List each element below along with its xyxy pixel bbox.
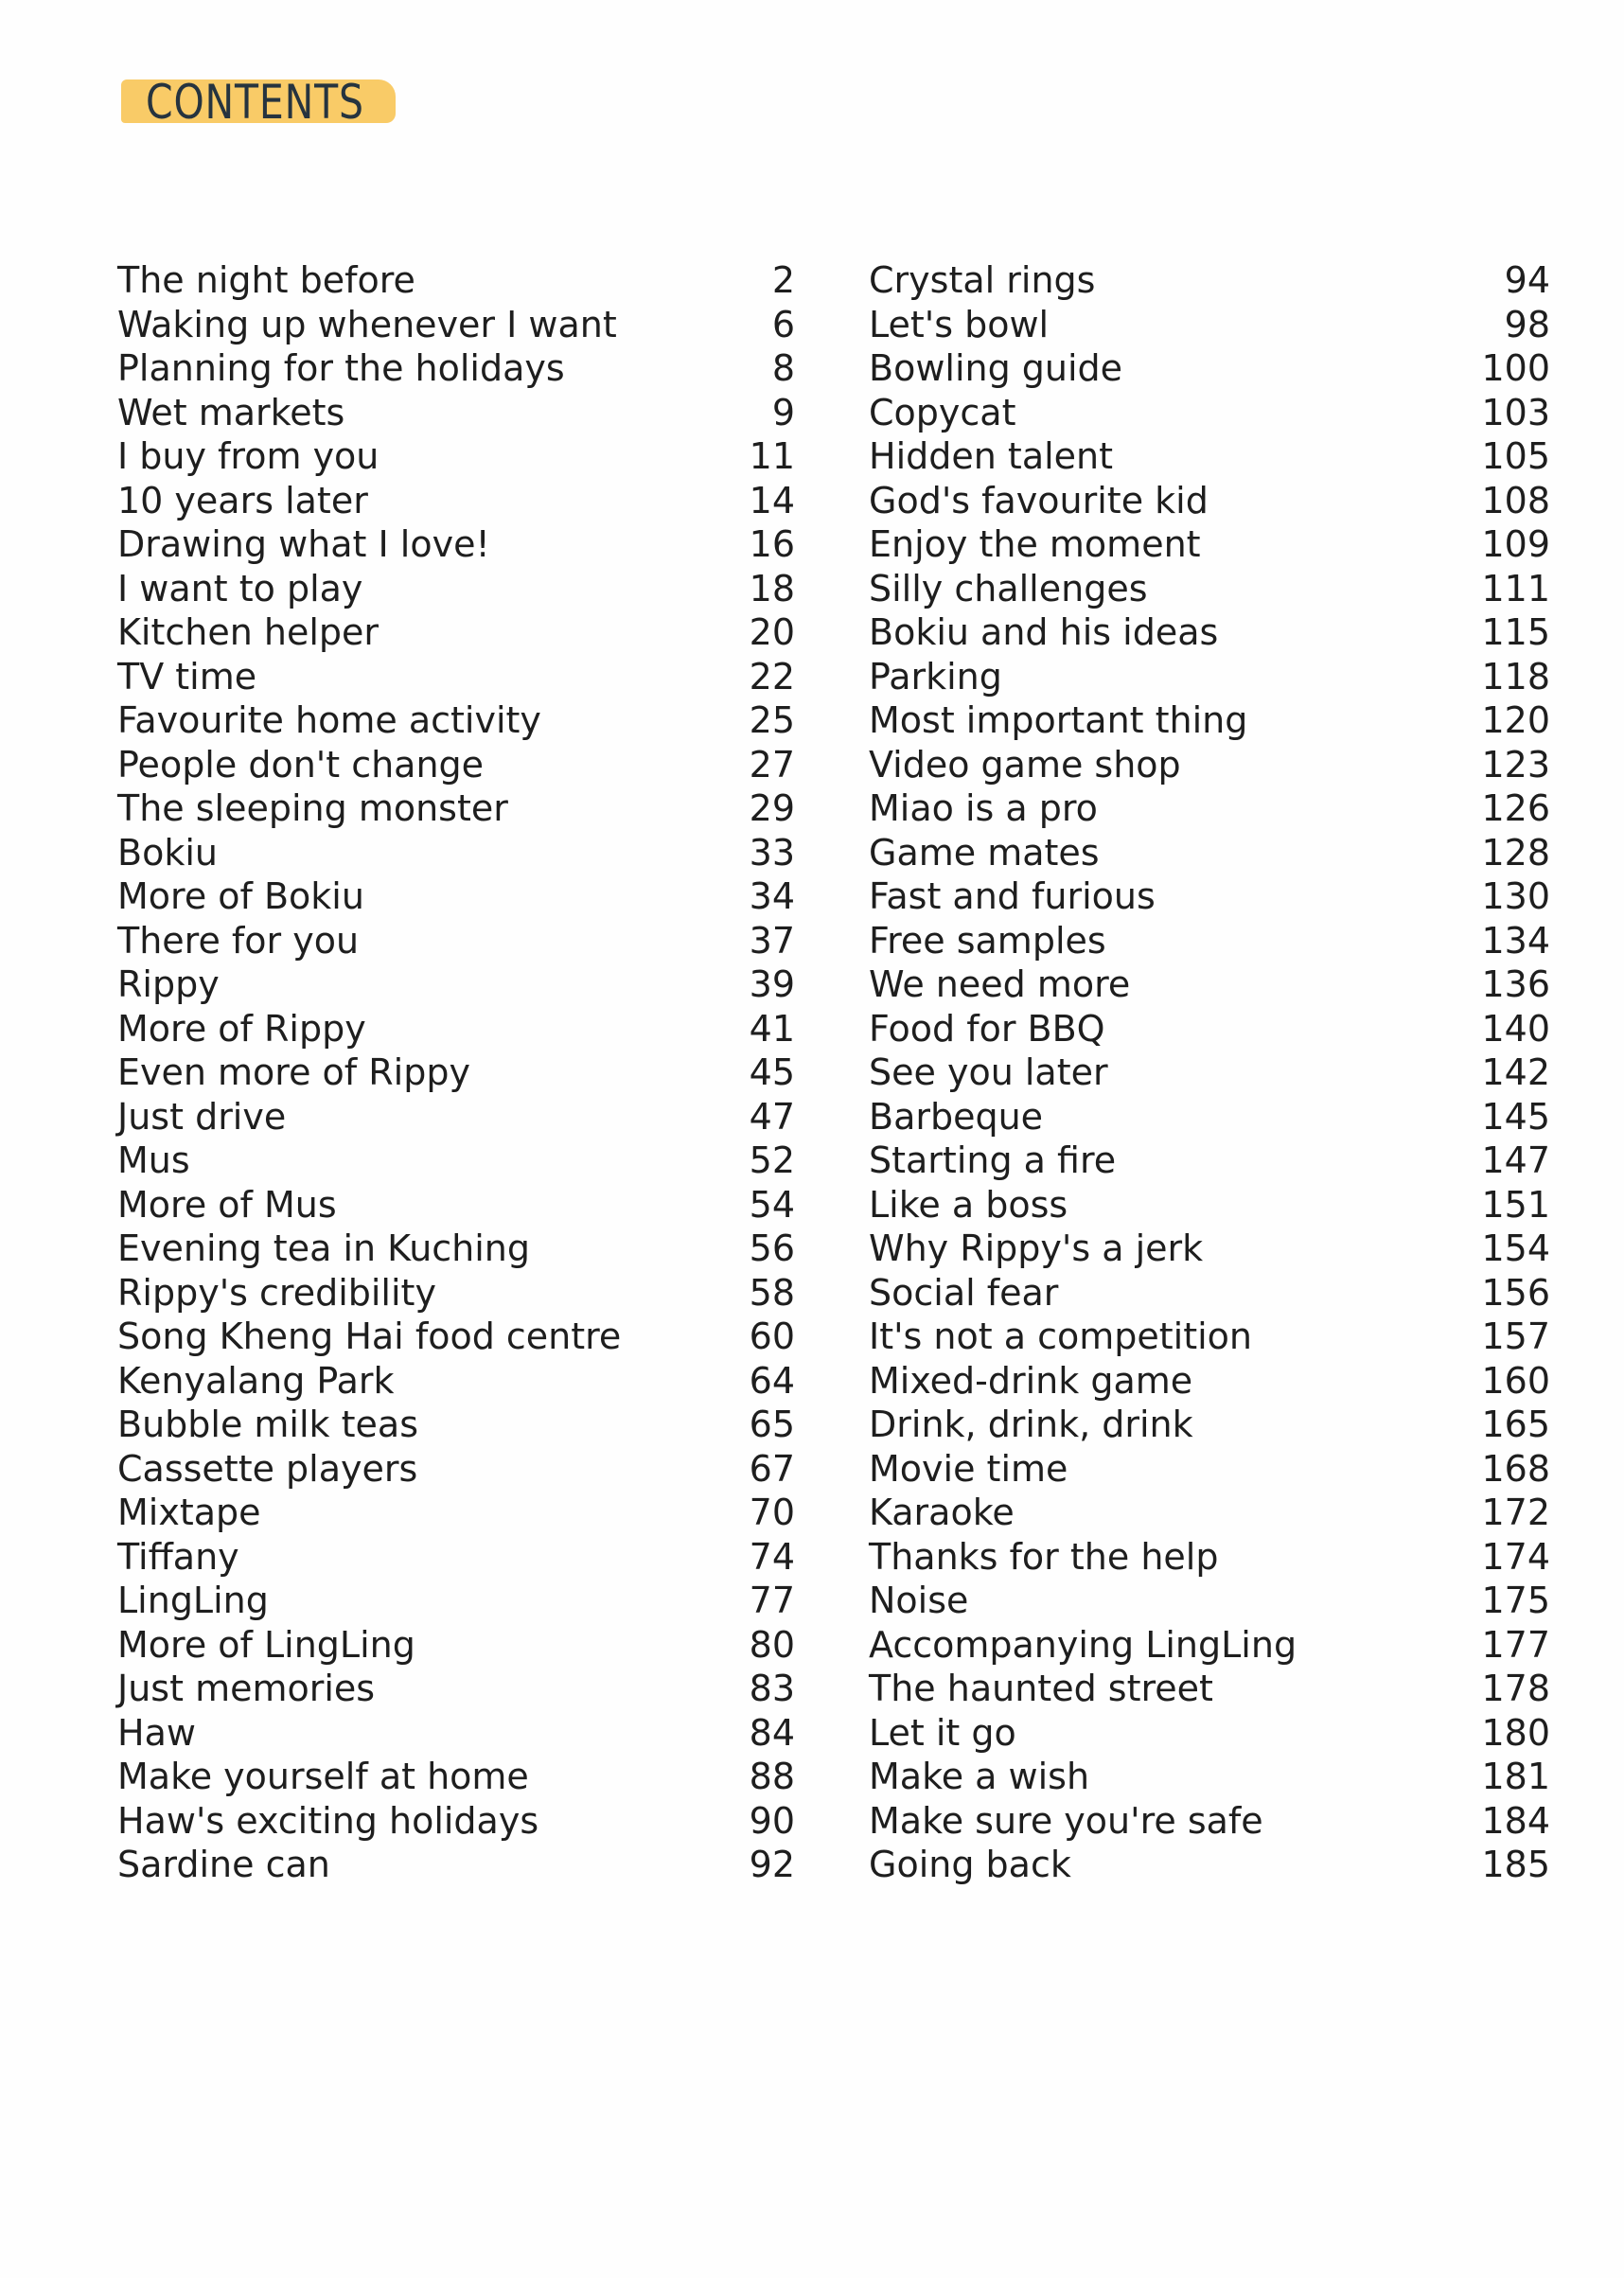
- toc-entry-title: Noise: [869, 1580, 969, 1621]
- toc-entry-title: Drawing what I love!: [117, 523, 490, 565]
- toc-entry: [117, 786, 795, 831]
- toc-entry: [117, 1051, 795, 1095]
- toc-entry: [869, 391, 1550, 435]
- toc-entry-title: Bowling guide: [869, 347, 1123, 389]
- toc-entry-page-number: 84: [749, 1711, 795, 1754]
- toc-entry-page-number: 56: [749, 1227, 795, 1269]
- toc-entry-title: Social fear: [869, 1271, 1059, 1314]
- toc-entry-page-number: 22: [749, 655, 795, 698]
- toc-entry-title: Karaoke: [869, 1492, 1015, 1533]
- toc-entry-title: Like a boss: [869, 1183, 1068, 1226]
- toc-entry-title: It's not a competition: [869, 1316, 1253, 1357]
- toc-entry-page-number: 178: [1481, 1668, 1550, 1709]
- toc-entry: [117, 1095, 795, 1139]
- toc-entry-page-number: 100: [1481, 347, 1550, 389]
- toc-entry: [869, 1007, 1550, 1051]
- toc-entry-page-number: 134: [1481, 919, 1550, 962]
- toc-entry-page-number: 34: [749, 875, 795, 917]
- toc-entry-title: Bokiu: [117, 831, 218, 874]
- toc-entry: [117, 874, 795, 919]
- toc-entry-page-number: 54: [749, 1183, 795, 1226]
- toc-entry-page-number: 60: [749, 1316, 795, 1357]
- toc-entry-page-number: 6: [771, 303, 795, 345]
- toc-entry: [117, 1447, 795, 1492]
- toc-entry: [117, 831, 795, 875]
- toc-entry: [117, 303, 795, 347]
- toc-entry: [117, 479, 795, 523]
- toc-entry-page-number: 67: [749, 1447, 795, 1490]
- toc-entry: [869, 962, 1550, 1007]
- toc-entry-page-number: 47: [749, 1095, 795, 1138]
- toc-entry-title: Just memories: [117, 1668, 376, 1709]
- toc-entry-page-number: 77: [749, 1580, 795, 1621]
- toc-entry: [869, 1447, 1550, 1492]
- toc-entry: [117, 1271, 795, 1316]
- toc-entry-title: Most important thing: [869, 699, 1248, 741]
- toc-entry-title: God's favourite kid: [869, 479, 1209, 521]
- toc-entry-title: Kenyalang Park: [117, 1359, 395, 1402]
- toc-entry-page-number: 88: [749, 1756, 795, 1797]
- toc-entry-page-number: 177: [1481, 1623, 1550, 1666]
- toc-entry-page-number: 174: [1481, 1535, 1550, 1578]
- toc-entry-page-number: 25: [749, 699, 795, 741]
- toc-entry-title: Bubble milk teas: [117, 1404, 418, 1445]
- toc-entry: [869, 831, 1550, 875]
- toc-entry-page-number: 18: [749, 567, 795, 609]
- toc-entry-title: Accompanying LingLing: [869, 1623, 1297, 1666]
- toc-entry-title: Sardine can: [117, 1844, 330, 1885]
- toc-entry-title: Thanks for the help: [869, 1535, 1219, 1578]
- toc-entry-page-number: 140: [1481, 1007, 1550, 1050]
- toc-entry-title: Waking up whenever I want: [117, 303, 617, 345]
- toc-entry-title: Miao is a pro: [869, 787, 1098, 829]
- toc-entry: [869, 567, 1550, 611]
- toc-entry: [869, 698, 1550, 743]
- toc-entry: [869, 1799, 1550, 1844]
- toc-entry-title: See you later: [869, 1051, 1108, 1093]
- toc-entry-page-number: 11: [749, 435, 795, 477]
- toc-entry: [117, 655, 795, 699]
- toc-entry-page-number: 180: [1481, 1711, 1550, 1754]
- toc-entry-page-number: 142: [1481, 1051, 1550, 1093]
- toc-entry-page-number: 14: [749, 479, 795, 521]
- toc-entry-title: Barbeque: [869, 1095, 1044, 1138]
- toc-entry: [117, 1491, 795, 1535]
- toc-entry-page-number: 128: [1481, 831, 1550, 874]
- toc-entry-title: Evening tea in Kuching: [117, 1227, 531, 1269]
- toc-entry: [869, 786, 1550, 831]
- toc-entry-page-number: 9: [771, 391, 795, 433]
- toc-entry-page-number: 8: [771, 347, 795, 389]
- toc-entry-title: Rippy's credibility: [117, 1271, 436, 1314]
- toc-entry-page-number: 130: [1481, 875, 1550, 917]
- toc-entry-title: 10 years later: [117, 479, 368, 521]
- toc-entry: [117, 258, 795, 303]
- toc-entry: [117, 1579, 795, 1623]
- toc-entry-title: Haw: [117, 1711, 196, 1754]
- toc-entry: [117, 743, 795, 787]
- toc-entry: [869, 434, 1550, 479]
- toc-entry: [869, 1227, 1550, 1271]
- toc-entry-page-number: 64: [749, 1359, 795, 1402]
- toc-entry: [117, 1799, 795, 1844]
- toc-entry-page-number: 70: [749, 1492, 795, 1533]
- toc-entry: [869, 1491, 1550, 1535]
- toc-entry-title: There for you: [117, 919, 360, 962]
- toc-entry-page-number: 165: [1481, 1404, 1550, 1445]
- toc-entry-page-number: 126: [1481, 787, 1550, 829]
- toc-entry-title: Starting a fire: [869, 1139, 1117, 1181]
- toc-entry-page-number: 52: [749, 1139, 795, 1181]
- toc-entry-title: We need more: [869, 963, 1131, 1005]
- toc-entry-title: Make a wish: [869, 1756, 1090, 1797]
- toc-entry-title: Fast and furious: [869, 875, 1156, 917]
- toc-entry-title: People don't change: [117, 743, 485, 786]
- toc-entry-page-number: 156: [1481, 1271, 1550, 1314]
- toc-entry: [869, 655, 1550, 699]
- toc-entry-page-number: 123: [1481, 743, 1550, 786]
- toc-entry-title: Make yourself at home: [117, 1756, 529, 1797]
- toc-entry: [117, 1315, 795, 1359]
- toc-entry-title: Free samples: [869, 919, 1106, 962]
- toc-entry-title: Food for BBQ: [869, 1007, 1105, 1050]
- toc-entry-title: Silly challenges: [869, 567, 1148, 609]
- contents-heading: [121, 66, 396, 132]
- toc-entry-title: The night before: [117, 259, 415, 301]
- toc-entry: [117, 1227, 795, 1271]
- toc-entry-page-number: 58: [749, 1271, 795, 1314]
- toc-column-right: [869, 258, 1550, 1887]
- toc-entry-page-number: 2: [771, 259, 795, 301]
- toc-entry: [117, 1667, 795, 1711]
- toc-entry-page-number: 33: [749, 831, 795, 874]
- toc-entry: [869, 1359, 1550, 1404]
- toc-entry: [117, 1711, 795, 1756]
- page-title: CONTENTS: [146, 75, 364, 130]
- toc-entry-page-number: 157: [1481, 1316, 1550, 1357]
- toc-entry: [117, 346, 795, 391]
- toc-entry: [869, 919, 1550, 963]
- toc-entry: [117, 434, 795, 479]
- toc-entry-title: Parking: [869, 655, 1002, 698]
- toc-entry-page-number: 108: [1481, 479, 1550, 521]
- toc-entry-title: Game mates: [869, 831, 1100, 874]
- toc-entry: [869, 1139, 1550, 1183]
- toc-entry-title: Why Rippy's a jerk: [869, 1227, 1204, 1269]
- toc-entry-title: Bokiu and his ideas: [869, 611, 1219, 653]
- toc-entry: [869, 522, 1550, 567]
- toc-entry-title: Song Kheng Hai food centre: [117, 1316, 622, 1357]
- toc-entry: [869, 346, 1550, 391]
- toc-entry-title: Enjoy the moment: [869, 523, 1201, 565]
- toc-entry-page-number: 115: [1481, 611, 1550, 653]
- toc-entry-page-number: 172: [1481, 1492, 1550, 1533]
- toc-entry-page-number: 20: [749, 611, 795, 653]
- toc-entry-page-number: 145: [1481, 1095, 1550, 1138]
- toc-entry-title: I want to play: [117, 567, 363, 609]
- toc-column-left: [117, 258, 795, 1887]
- toc-entry-page-number: 109: [1481, 523, 1550, 565]
- toc-entry: [869, 1315, 1550, 1359]
- toc-entry-title: Rippy: [117, 963, 220, 1005]
- toc-entry-page-number: 27: [749, 743, 795, 786]
- toc-entry: [869, 1579, 1550, 1623]
- toc-entry-title: Crystal rings: [869, 259, 1096, 301]
- toc-entry-page-number: 154: [1481, 1227, 1550, 1269]
- toc-entry-page-number: 103: [1481, 391, 1550, 433]
- toc-entry-page-number: 120: [1481, 699, 1550, 741]
- toc-entry-page-number: 83: [749, 1668, 795, 1709]
- toc-entry-title: Let it go: [869, 1711, 1016, 1754]
- toc-entry: [869, 479, 1550, 523]
- toc-entry-page-number: 147: [1481, 1139, 1550, 1181]
- toc-entry-page-number: 184: [1481, 1799, 1550, 1842]
- toc-entry-title: Copycat: [869, 391, 1016, 433]
- toc-entry-title: Video game shop: [869, 743, 1181, 786]
- toc-entry-title: Mus: [117, 1139, 190, 1181]
- toc-entry: [117, 610, 795, 655]
- toc-entry-page-number: 185: [1481, 1844, 1550, 1885]
- toc-entry-title: Cassette players: [117, 1447, 418, 1490]
- toc-entry-page-number: 39: [749, 963, 795, 1005]
- toc-entry-page-number: 16: [749, 523, 795, 565]
- toc-entry: [117, 1359, 795, 1404]
- toc-entry-title: Even more of Rippy: [117, 1051, 470, 1093]
- toc-entry-title: Just drive: [117, 1095, 287, 1138]
- toc-entry-page-number: 29: [749, 787, 795, 829]
- toc-entry-page-number: 105: [1481, 435, 1550, 477]
- toc-entry-page-number: 98: [1504, 303, 1550, 345]
- toc-entry-page-number: 37: [749, 919, 795, 962]
- toc-entry: [117, 391, 795, 435]
- toc-entry-page-number: 65: [749, 1404, 795, 1445]
- toc-entry: [869, 1623, 1550, 1668]
- toc-entry-page-number: 118: [1481, 655, 1550, 698]
- toc-entry: [869, 1271, 1550, 1316]
- toc-entry: [117, 567, 795, 611]
- toc-entry: [869, 1667, 1550, 1711]
- toc-entry-title: More of Mus: [117, 1183, 337, 1226]
- toc-entry-title: TV time: [117, 655, 257, 698]
- toc-entry: [117, 522, 795, 567]
- toc-entry-title: More of Rippy: [117, 1007, 366, 1050]
- toc-entry: [117, 1535, 795, 1580]
- toc-entry-title: Planning for the holidays: [117, 347, 565, 389]
- toc-entry: [117, 919, 795, 963]
- toc-entry-page-number: 168: [1481, 1447, 1550, 1490]
- toc-entry: [117, 1007, 795, 1051]
- toc-entry-title: I buy from you: [117, 435, 380, 477]
- toc-entry-title: More of Bokiu: [117, 875, 364, 917]
- toc-entry-page-number: 151: [1481, 1183, 1550, 1226]
- toc-entry-page-number: 92: [749, 1844, 795, 1885]
- toc-entry-title: Favourite home activity: [117, 699, 541, 741]
- toc-entry-page-number: 136: [1481, 963, 1550, 1005]
- toc-entry-title: Mixed-drink game: [869, 1359, 1193, 1402]
- toc-entry-title: Movie time: [869, 1447, 1068, 1490]
- toc-entry: [869, 1403, 1550, 1447]
- toc-entry: [869, 1051, 1550, 1095]
- toc-entry-page-number: 160: [1481, 1359, 1550, 1402]
- toc-entry: [117, 1843, 795, 1887]
- toc-entry: [117, 1755, 795, 1799]
- toc-entry: [869, 258, 1550, 303]
- toc-entry: [869, 1095, 1550, 1139]
- toc-entry-page-number: 90: [749, 1799, 795, 1842]
- toc-entry-page-number: 94: [1504, 259, 1550, 301]
- toc-entry-title: Kitchen helper: [117, 611, 380, 653]
- toc-entry-page-number: 175: [1481, 1580, 1550, 1621]
- toc-entry-title: Hidden talent: [869, 435, 1114, 477]
- toc-entry: [117, 1623, 795, 1668]
- toc-entry-page-number: 181: [1481, 1756, 1550, 1797]
- toc-entry-title: Tiffany: [117, 1535, 239, 1578]
- toc-entry-page-number: 111: [1481, 567, 1550, 609]
- toc-entry-page-number: 45: [749, 1051, 795, 1093]
- toc-entry: [117, 698, 795, 743]
- toc-entry-title: Wet markets: [117, 391, 345, 433]
- toc-entry-title: Mixtape: [117, 1492, 261, 1533]
- toc-entry-title: More of LingLing: [117, 1623, 415, 1666]
- toc-entry-title: The sleeping monster: [117, 787, 508, 829]
- toc-entry: [869, 610, 1550, 655]
- toc-entry-title: LingLing: [117, 1580, 269, 1621]
- toc-entry-title: Drink, drink, drink: [869, 1404, 1193, 1445]
- toc-entry: [869, 1843, 1550, 1887]
- toc-entry: [869, 743, 1550, 787]
- toc-entry-title: Let's bowl: [869, 303, 1050, 345]
- toc-entry-title: Going back: [869, 1844, 1071, 1885]
- toc-entry: [869, 1183, 1550, 1227]
- toc-entry: [869, 1755, 1550, 1799]
- toc-entry-title: The haunted street: [869, 1668, 1213, 1709]
- toc-entry: [117, 1403, 795, 1447]
- toc-entry-title: Make sure you're safe: [869, 1799, 1263, 1842]
- toc-entry: [117, 1139, 795, 1183]
- toc-entry: [869, 303, 1550, 347]
- toc-entry: [869, 1711, 1550, 1756]
- toc-entry-title: Haw's exciting holidays: [117, 1799, 539, 1842]
- toc-entry-page-number: 41: [749, 1007, 795, 1050]
- toc-entry-page-number: 80: [749, 1623, 795, 1666]
- toc-entry: [869, 874, 1550, 919]
- toc-entry: [869, 1535, 1550, 1580]
- toc-entry: [117, 1183, 795, 1227]
- toc-entry: [117, 962, 795, 1007]
- toc-entry-page-number: 74: [749, 1535, 795, 1578]
